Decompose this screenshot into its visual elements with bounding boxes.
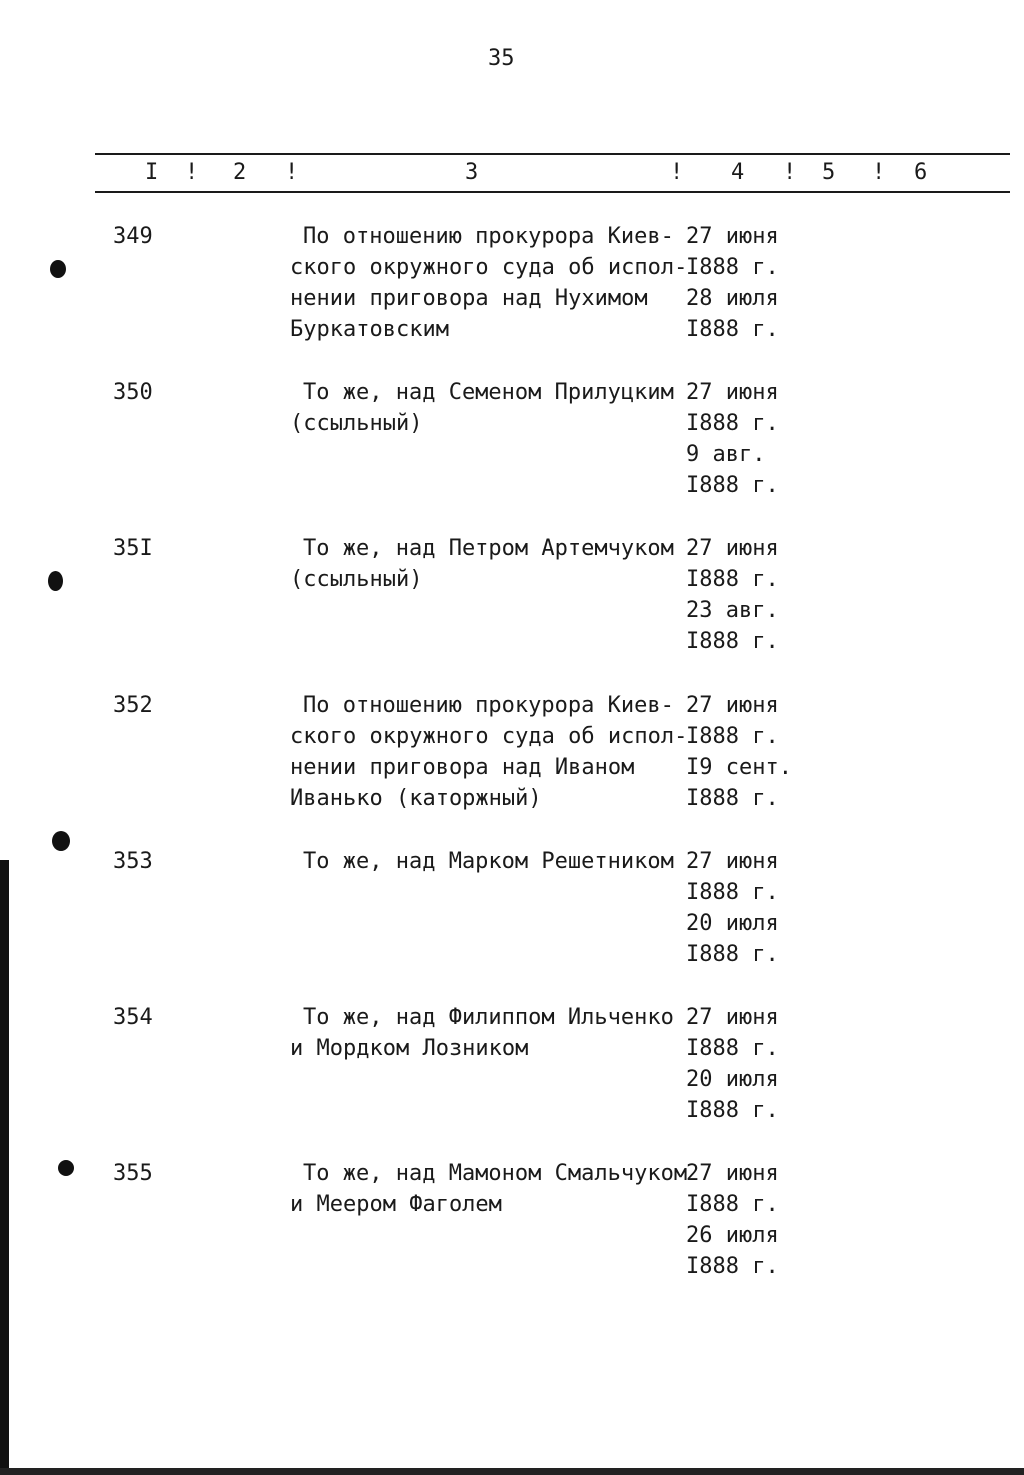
description-line: ского окружного суда об испол- [290,255,688,280]
header-rule-top [95,153,1010,155]
description-line: Иванько (каторжный) [290,786,542,811]
description-line: То же, над Петром Артемчуком [303,536,674,561]
description-line: и Мордком Лозником [290,1036,529,1061]
date-line: I888 г. [686,567,779,592]
header-rule-bottom [95,191,1010,193]
header-col-1: I [145,160,159,185]
row-description [290,1002,680,1064]
date-line: I888 г. [686,1098,779,1123]
date-line: I888 г. [686,411,779,436]
page-number: 35 [488,46,515,71]
row-dates [686,1002,779,1126]
row-number: 353 [113,849,153,874]
date-line: 28 июля [686,286,779,311]
row-number: 35I [113,536,153,561]
header-col-2: 2 [233,160,247,185]
date-line: I888 г. [686,473,779,498]
date-line: 27 июня [686,380,779,405]
date-line: I888 г. [686,629,779,654]
date-line: I888 г. [686,1036,779,1061]
date-line: 20 июля [686,911,779,936]
header-col-3: 3 [465,160,479,185]
date-line: I888 г. [686,317,779,342]
date-line: I888 г. [686,255,779,280]
description-line: То же, над Мамоном Смальчуком [303,1161,688,1186]
description-line: нении приговора над Нухимом [290,286,648,311]
date-line: 20 июля [686,1067,779,1092]
binding-hole-mark [50,260,66,278]
description-line: Буркатовским [290,317,449,342]
description-line: По отношению прокурора Киев- [303,693,674,718]
row-number: 354 [113,1005,153,1030]
description-line: То же, над Марком Решетником [303,849,674,874]
description-line: По отношению прокурора Киев- [303,224,674,249]
row-number: 352 [113,693,153,718]
date-line: 26 июля [686,1223,779,1248]
page-edge-shadow [0,1468,1024,1475]
date-line: 27 июня [686,224,779,249]
row-dates [686,533,779,657]
description-line: нении приговора над Иваном [290,755,635,780]
row-dates [686,221,779,345]
description-line: (ссыльный) [290,567,423,592]
header-separator: ! [285,160,299,185]
row-description [290,377,680,439]
row-dates [686,690,792,814]
row-description [290,533,680,595]
row-dates [686,377,779,501]
date-line: 23 авг. [686,598,779,623]
header-separator: ! [185,160,199,185]
binding-hole-mark [48,571,63,591]
description-line: и Меером Фаголем [290,1192,502,1217]
date-line: 27 июня [686,693,779,718]
row-number: 355 [113,1161,153,1186]
row-number: 350 [113,380,153,405]
binding-hole-mark [58,1160,74,1176]
row-description [290,846,680,877]
date-line: I888 г. [686,942,779,967]
row-description [290,690,688,814]
row-description [290,221,688,345]
row-dates [686,846,779,970]
date-line: 27 июня [686,849,779,874]
header-col-6: 6 [914,160,928,185]
description-line: (ссыльный) [290,411,423,436]
description-line: То же, над Филиппом Ильченко [303,1005,674,1030]
date-line: 27 июня [686,1161,779,1186]
header-separator: ! [783,160,797,185]
binding-hole-mark [52,831,70,851]
date-line: I9 сент. [686,755,792,780]
row-dates [686,1158,779,1282]
description-line: ского окружного суда об испол- [290,724,688,749]
date-line: 27 июня [686,1005,779,1030]
header-separator: ! [872,160,886,185]
description-line: То же, над Семеном Прилуцким [303,380,674,405]
date-line: I888 г. [686,1254,779,1279]
date-line: 27 июня [686,536,779,561]
header-col-5: 5 [822,160,836,185]
date-line: 9 авг. [686,442,766,467]
date-line: I888 г. [686,880,779,905]
page-edge-shadow [0,860,9,1470]
row-number: 349 [113,224,153,249]
date-line: I888 г. [686,1192,779,1217]
date-line: I888 г. [686,724,779,749]
header-separator: ! [670,160,684,185]
row-description [290,1158,688,1220]
date-line: I888 г. [686,786,779,811]
header-col-4: 4 [731,160,745,185]
